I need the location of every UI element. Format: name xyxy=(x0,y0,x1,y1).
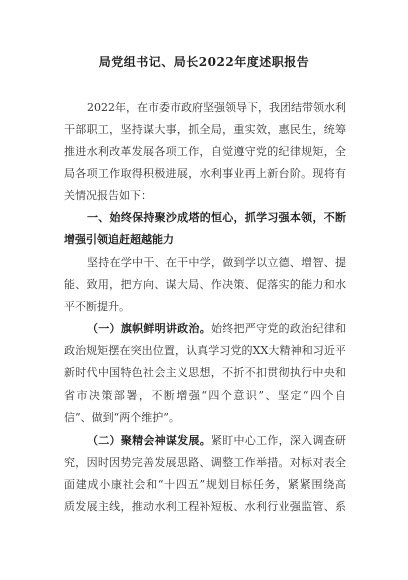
body-line: 究，因时因势完善发展思路、调整工作举措。对标对表全 xyxy=(64,456,346,469)
body-line: 政治规矩摆在突出位置，认真学习党的XX大精神和习近平 xyxy=(64,344,346,357)
body-line: 能、致用，把方向、谋大局、作决策、促落实的能力和水 xyxy=(64,278,346,291)
subsection-text: 紧盯中心工作，深入调查研 xyxy=(211,434,346,447)
subsection-line xyxy=(87,322,346,336)
intro-line: 2022年，在市委市政府坚强领导下，我团结带领水利 xyxy=(87,101,346,114)
document-title: 局党组书记、局长2022年度述职报告 xyxy=(98,55,310,69)
body-line: 信”、做到“两个维护”。 xyxy=(64,411,180,424)
intro-line: 推进水利改革发展各项工作，自觉遵守党的纪律规矩，全 xyxy=(64,145,346,158)
intro-line: 局各项工作取得积极进展，水利事业再上新台阶。现将有 xyxy=(64,167,346,180)
section-heading: 增强引领追赶超越能力 xyxy=(64,233,174,246)
subsection-text: 始终把严守党的政治纪律和 xyxy=(211,322,346,335)
intro-line: 关情况报告如下： xyxy=(64,189,152,202)
subsection-lead: （一）旗帜鲜明讲政治。 xyxy=(87,322,211,335)
subsection-lead: （二）聚精会神谋发展。 xyxy=(87,434,211,447)
intro-line: 干部职工，坚持谋大事，抓全局，重实效，惠民生，统筹 xyxy=(64,123,346,136)
body-line: 质发展主线，推动水利工程补短板、水利行业强监管、系 xyxy=(64,500,346,513)
body-line: 坚持在学中干、在干中学，做到学以立德、增智、提 xyxy=(87,256,346,269)
subsection-line xyxy=(87,434,346,448)
section-heading: 一、始终保持聚沙成塔的恒心，抓学习强本领，不断 xyxy=(87,211,346,224)
body-line: 省市决策部署，不断增强“四个意识”、坚定“四个自 xyxy=(64,389,346,402)
body-line: 面建成小康社会和“十四五”规划目标任务，紧紧围绕高 xyxy=(64,478,346,491)
body-line: 新时代中国特色社会主义思想，不折不扣贯彻执行中央和 xyxy=(64,366,346,379)
body-line: 平不断提升。 xyxy=(64,300,130,313)
